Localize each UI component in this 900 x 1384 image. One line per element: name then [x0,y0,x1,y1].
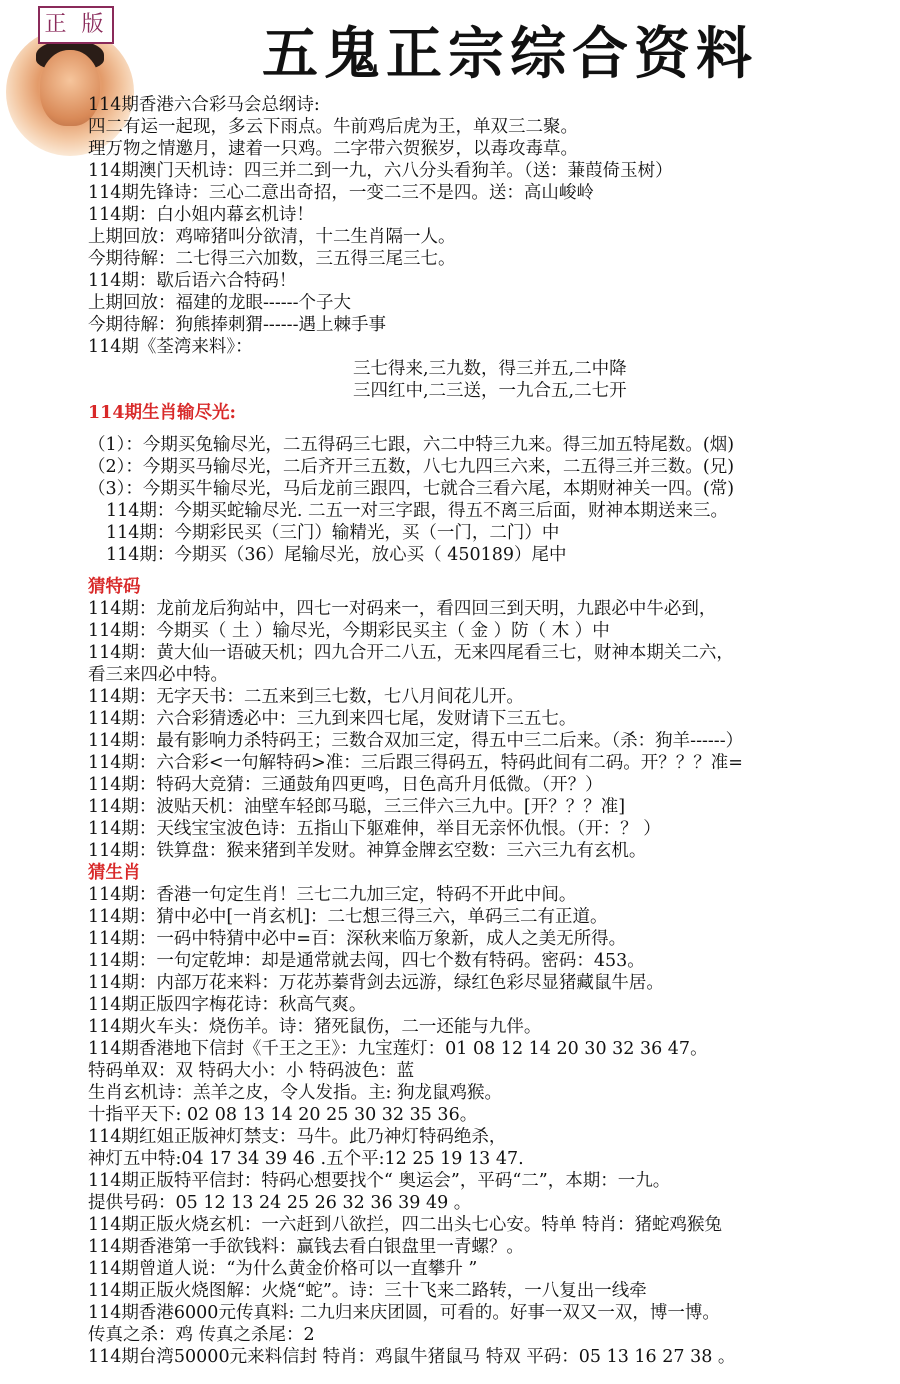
text-line: 114期正版火烧图解：火烧“蛇”。诗：三十飞来二路转，一八复出一线牵 [88,1281,647,1301]
text-line: 114期正版四字梅花诗：秋高气爽。 [88,995,367,1015]
text-line: 今期待解：二七得三六加数，三五得三尾三七。 [88,249,456,269]
text-line: 114期《荃湾来料》： [88,337,253,357]
text-line: 114期：白小姐内幕玄机诗！ [88,205,314,225]
text-line: 114期红姐正版神灯禁支：马牛。此乃神灯特码绝杀， [88,1127,507,1147]
text-line: 114期香港六合彩马会总纲诗: [88,95,320,115]
text-line: （3）：今期买牛输尽光，马后龙前三跟四，七就合三看六尾，本期财神关一四。(常) [88,479,735,499]
text-line: 上期回放：鸡啼猪叫分欲清，十二生肖隔一人。 [88,227,456,247]
text-line: 114期：波贴天机：油壁车轻郎马聪，三三伴六三九中。[开？？？准] [88,797,626,817]
text-line: 传真之杀：鸡 传真之杀尾：2 [88,1325,315,1345]
text-line: 114期澳门天机诗：四三并二到一九，六八分头看狗羊。（送：蒹葭倚玉树） [88,161,673,181]
section-heading: 114期生肖输尽光: [88,403,236,423]
text-line: 114期：今期彩民买（三门）输精光，买（一门，二门）中 [106,523,560,543]
text-line: 114期：一句定乾坤：却是通常就去闯，四七个数有特码。密码：453。 [88,951,645,971]
genuine-badge: 正 版 [38,6,114,44]
text-line: 114期：特码大竞猜：三通鼓角四更鸣，日色高升月低微。（开？） [88,775,603,795]
text-line: 114期：猜中必中[一肖玄机]：二七想三得三六，单码三二有正道。 [88,907,608,927]
text-line: 114期火车头：烧伤羊。诗：猪死鼠伤，二一还能与九伴。 [88,1017,542,1037]
text-line: 三七得来,三九数，得三并五,二中降 [353,359,627,379]
text-line: 114期台湾50000元来料信封 特肖：鸡鼠牛猪鼠马 特双 平码：05 13 16 27 38 。 [88,1347,736,1367]
text-line: 114期香港第一手欲钱料：赢钱去看白银盘里一青螺？。 [88,1237,524,1257]
text-line: 四二有运一起现，多云下雨点。牛前鸡后虎为王，单双三二聚。 [88,117,578,137]
text-line: 114期：内部万花来料：万花苏蓁背剑去远游，绿红色彩尽显猪藏鼠牛居。 [88,973,664,993]
text-line: 114期：无字天书：二五来到三七数，七八月间花儿开。 [88,687,524,707]
spacer [88,566,893,576]
main-content [88,94,893,1368]
text-line: 今期待解：狗熊捧刺猬------遇上棘手事 [88,315,386,335]
text-line: （1）：今期买兔输尽光，二五得码三七跟，六二中特三九来。得三加五特尾数。(烟) [88,435,735,455]
text-line: 114期：最有影响力杀特码王；三数合双加三定，得五中三二后来。（杀：狗羊------） [88,731,744,751]
text-line: 三四红中,二三送，一九合五,二七开 [353,381,627,401]
section-heading: 猜特码 [88,577,141,597]
text-line: 114期：香港一句定生肖！三七二九加三定，特码不开此中间。 [88,885,577,905]
text-line: 十指平天下: 02 08 13 14 20 25 30 32 35 36。 [88,1105,478,1125]
text-line: 114期曾道人说：“为什么黄金价格可以一直攀升 ” [88,1259,478,1279]
text-line: 114期：黄大仙一语破天机；四九合开二八五，无来四尾看三七，财神本期关二六， [88,643,734,663]
page-title: 五鬼正宗综合资料 [262,22,758,87]
text-line: 上期回放：福建的龙眼------个子大 [88,293,351,313]
text-line: 理万物之情邀月，逮着一只鸡。二字带六贺猴岁，以毒攻毒草。 [88,139,578,159]
text-line: 114期：今期买（ 土 ）输尽光，今期彩民买主（ 金 ）防（ 木 ）中 [88,621,610,641]
text-line: 特码单双：双 特码大小：小 特码波色：蓝 [88,1061,415,1081]
spacer [88,424,893,434]
text-line: 114期：一码中特猜中必中=百：深秋来临万象新，成人之美无所得。 [88,929,627,949]
text-line: 114期：歇后语六合特码！ [88,271,297,291]
text-line: 114期：铁算盘：猴来猪到羊发财。神算金牌玄空数：三六三九有玄机。 [88,841,647,861]
text-line: 生肖玄机诗：羔羊之皮，令人发指。主: 狗龙鼠鸡猴。 [88,1083,502,1103]
text-line: 看三来四必中特。 [88,665,228,685]
text-line: 114期正版特平信封：特码心想要找个“ 奥运会”，平码“二”，本期：一九。 [88,1171,671,1191]
text-line: 114期：今期买（36）尾输尽光，放心买（ 450189）尾中 [106,545,567,565]
text-line: 提供号码：05 12 13 24 25 26 32 36 39 49 。 [88,1193,472,1213]
text-line: 114期：今期买蛇输尽光. 二五一对三字跟，得五不离三后面，财神本期送来三。 [106,501,729,521]
text-line: 114期：天线宝宝波色诗：五指山下躯难伸，举目无亲怀仇恨。（开：？ ） [88,819,661,839]
text-line: （2）：今期买马输尽光，二后齐开三五数，八七九四三六来，二五得三并三数。(兄) [88,457,735,477]
text-line: 114期香港6000元传真料: 二九归来庆团圆，可看的。好事一双又一双，博一博。 [88,1303,720,1323]
text-line: 114期正版火烧玄机：一六赶到八欲拦，四二出头七心安。特单 特肖：猪蛇鸡猴兔 [88,1215,722,1235]
text-line: 114期香港地下信封《千王之王》：九宝莲灯：01 08 12 14 20 30 32 36 47。 [88,1039,708,1059]
text-line: 神灯五中特:04 17 34 39 46 .五个平:12 25 19 13 47. [88,1149,524,1169]
text-line: 114期：六合彩猜透必中：三九到来四七尾，发财请下三五七。 [88,709,577,729]
text-line: 114期：六合彩<一句解特码>准：三后跟三得码五，特码此间有二码。开？？？准= [88,753,743,773]
text-line: 114期先锋诗：三心二意出奇招，一变二三不是四。送：高山峻岭 [88,183,594,203]
text-line: 114期：龙前龙后狗站中，四七一对码来一，看四回三到天明，九跟必中牛必到， [88,599,717,619]
section-heading: 猜生肖 [88,863,141,883]
